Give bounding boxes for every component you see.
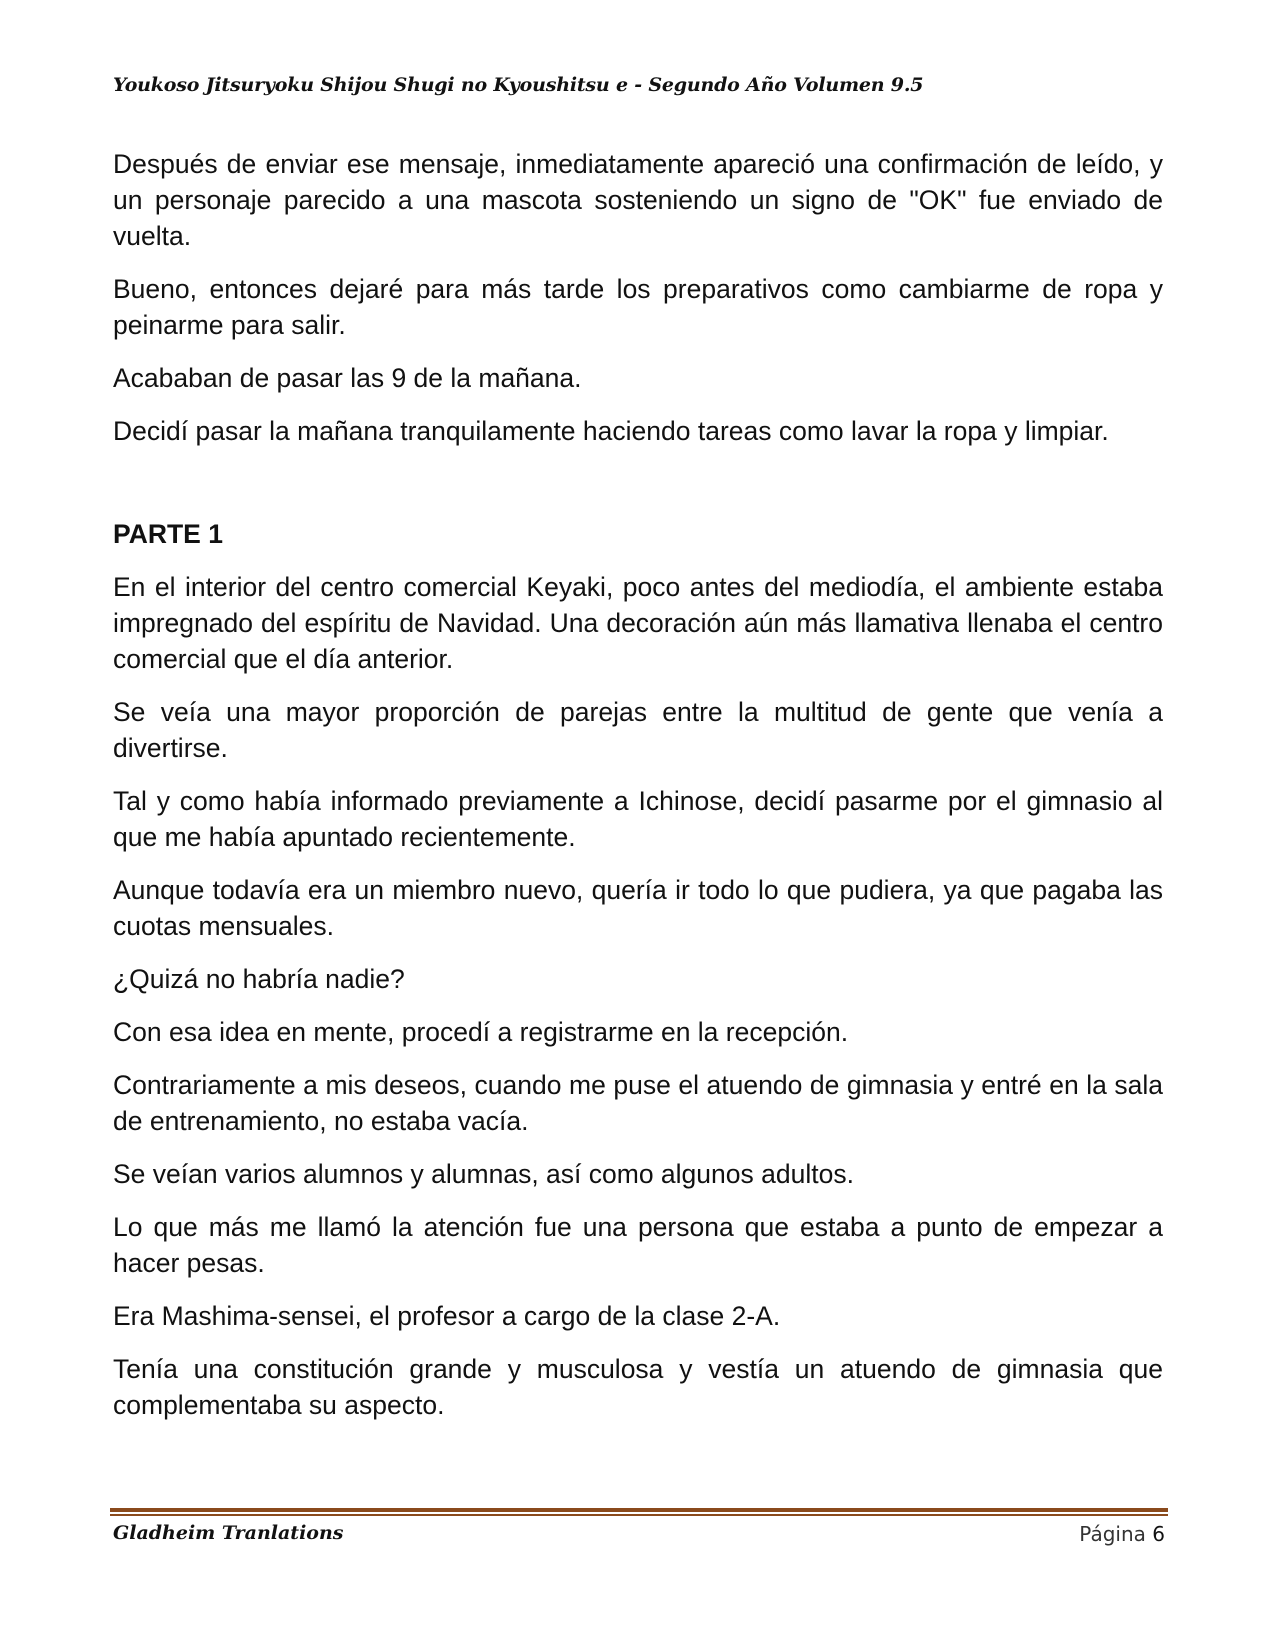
- page-label: Página: [1079, 1522, 1146, 1546]
- footer-rule-thin: [110, 1514, 1168, 1516]
- page-number: [1079, 1522, 1165, 1546]
- section-heading: PARTE 1: [113, 519, 223, 549]
- page-number-value: 6: [1152, 1522, 1165, 1546]
- paragraph: Con esa idea en mente, procedí a registrarme en la recepción.: [113, 1017, 849, 1047]
- paragraph: Acababan de pasar las 9 de la mañana.: [113, 363, 582, 393]
- running-header: Youkoso Jitsuryoku Shijou Shugi no Kyoushitsu e - Segundo Año Volumen 9.5: [113, 74, 924, 96]
- paragraph: Después de enviar ese mensaje, inmediatamente apareció una confirmación de leído, y un personaje parecido a una mascota sosteniendo un signo de "OK" fue enviado de vuelta.: [113, 149, 1163, 251]
- paragraph: Se veía una mayor proporción de parejas entre la multitud de gente que venía a divertirse.: [113, 697, 1163, 763]
- section-spacer: [113, 466, 1163, 516]
- body-text: [113, 146, 1163, 1440]
- paragraph: Era Mashima-sensei, el profesor a cargo de la clase 2-A.: [113, 1301, 781, 1331]
- paragraph: Tal y como había informado previamente a Ichinose, decidí pasarme por el gimnasio al que me había apuntado recientemente.: [113, 786, 1163, 852]
- paragraph: Bueno, entonces dejaré para más tarde los preparativos como cambiarme de ropa y peinarme para salir.: [113, 274, 1163, 340]
- footer-publisher: Gladheim Tranlations: [113, 1522, 344, 1544]
- footer-rule: [110, 1508, 1168, 1512]
- paragraph: Tenía una constitución grande y musculosa y vestía un atuendo de gimnasia que complementaba su aspecto.: [113, 1354, 1163, 1420]
- paragraph: Decidí pasar la mañana tranquilamente haciendo tareas como lavar la ropa y limpiar.: [113, 416, 1109, 446]
- paragraph: Aunque todavía era un miembro nuevo, quería ir todo lo que pudiera, ya que pagaba las cuotas mensuales.: [113, 875, 1163, 941]
- paragraph: Contrariamente a mis deseos, cuando me puse el atuendo de gimnasia y entré en la sala de entrenamiento, no estaba vacía.: [113, 1070, 1163, 1136]
- paragraph: En el interior del centro comercial Keyaki, poco antes del mediodía, el ambiente estaba impregnado del espíritu de Navidad. Una decoración aún más llamativa llenaba el centro comercial que el día anterior.: [113, 572, 1163, 674]
- paragraph: Lo que más me llamó la atención fue una persona que estaba a punto de empezar a hacer pesas.: [113, 1212, 1163, 1278]
- paragraph: ¿Quizá no habría nadie?: [113, 964, 405, 994]
- paragraph: Se veían varios alumnos y alumnas, así como algunos adultos.: [113, 1159, 854, 1189]
